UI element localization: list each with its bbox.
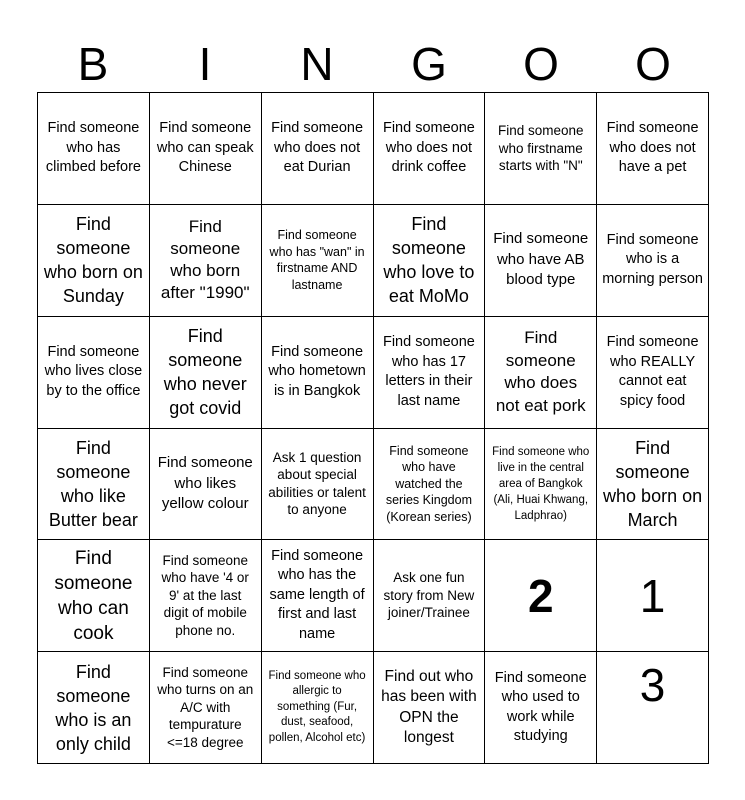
bingo-cell[interactable] (485, 652, 597, 764)
header-letter-b: B (77, 38, 109, 90)
bingo-cell[interactable] (150, 540, 262, 652)
bingo-cell[interactable] (150, 205, 262, 317)
cell-text: Find someone who has "wan" in firstname AND lastname (269, 228, 365, 292)
bingo-cell[interactable] (38, 205, 150, 317)
bingo-cell[interactable] (374, 652, 486, 764)
bingo-cell[interactable] (38, 429, 150, 541)
cell-text: Find someone who does not have a pet (606, 120, 699, 176)
bingo-cell[interactable] (150, 429, 262, 541)
bingo-cell[interactable] (38, 317, 150, 429)
header-letter-n: N (300, 38, 334, 90)
cell-text: Find someone who allergic to something (Fur, dust, seafood, pollen, Alcohol etc) (268, 669, 366, 744)
bingo-cell[interactable] (262, 317, 374, 429)
cell-text: Find someone who does not eat Durian (271, 120, 364, 176)
cell-text: Find someone who born on Sunday (43, 214, 143, 307)
bingo-cell[interactable] (485, 317, 597, 429)
cell-text: Find someone who has the same length of first and last name (269, 547, 365, 642)
cell-text: Find someone who has climbed before (45, 120, 141, 176)
cell-text: Find someone who can cook (54, 547, 133, 644)
bingo-cell[interactable] (150, 93, 262, 205)
bingo-cell[interactable] (597, 429, 709, 541)
bingo-cell[interactable] (485, 93, 597, 205)
cell-number: 3 (639, 659, 666, 712)
cell-text: Find someone who love to eat MoMo (383, 214, 475, 307)
bingo-cell[interactable] (150, 317, 262, 429)
header-letter-o: O (523, 38, 559, 90)
bingo-cell[interactable] (374, 540, 486, 652)
cell-text: Find someone who born after "1990" (160, 217, 250, 303)
cell-text: Find someone who used to work while studying (494, 669, 587, 745)
cell-text: Find someone who can speak Chinese (156, 120, 254, 176)
cell-text: Find out who has been with OPN the longest (381, 667, 477, 747)
cell-text: Find someone who like Butter bear (48, 437, 138, 530)
bingo-cell[interactable] (262, 652, 374, 764)
bingo-cell[interactable] (374, 429, 486, 541)
cell-text: Find someone who firstname starts with "N" (497, 123, 584, 174)
bingo-cell[interactable] (485, 429, 597, 541)
bingo-cell[interactable] (485, 540, 597, 652)
cell-text: Find someone who have watched the series Kingdom (Korean series) (385, 443, 472, 524)
cell-text: Find someone who have AB blood type (493, 230, 589, 289)
bingo-header (37, 36, 709, 92)
bingo-cell[interactable] (374, 205, 486, 317)
bingo-cell[interactable] (485, 205, 597, 317)
bingo-cell[interactable] (38, 652, 150, 764)
cell-text: Find someone who does not drink coffee (382, 120, 475, 176)
cell-text: Ask 1 question about special abilities or talent to anyone (268, 449, 366, 518)
cell-text: Find someone who hometown is in Bangkok (268, 343, 366, 399)
header-letter-i: I (198, 38, 212, 90)
header-letter-o-2: O (635, 38, 671, 90)
cell-text: Find someone who is an only child (55, 661, 132, 754)
cell-number: 1 (639, 569, 666, 622)
cell-text: Find someone who likes yellow colour (157, 454, 253, 513)
bingo-cell[interactable] (597, 93, 709, 205)
cell-text: Find someone who never got covid (163, 326, 247, 419)
bingo-grid (37, 92, 709, 764)
bingo-cell[interactable] (262, 205, 374, 317)
cell-text: Find someone who turns on an A/C with tempurature <=18 degree (157, 664, 254, 750)
cell-text: Find someone who has 17 letters in their last name (382, 334, 475, 409)
cell-text: Find someone who REALLY cannot eat spicy food (606, 334, 699, 409)
bingo-cell[interactable] (597, 205, 709, 317)
header-letter-g: G (411, 38, 447, 90)
cell-text: Find someone who have '4 or 9' at the last digit of mobile phone no. (161, 552, 249, 638)
bingo-cell[interactable] (597, 652, 709, 764)
cell-text: Find someone who does not eat pork (495, 328, 586, 415)
bingo-cell[interactable] (374, 93, 486, 205)
bingo-cell[interactable] (262, 540, 374, 652)
cell-text: Find someone who lives close by to the office (44, 343, 143, 399)
bingo-cell[interactable] (150, 652, 262, 764)
bingo-cell[interactable] (262, 429, 374, 541)
cell-text: Find someone who born on March (603, 437, 703, 530)
bingo-cell[interactable] (597, 540, 709, 652)
bingo-cell[interactable] (374, 317, 486, 429)
bingo-cell[interactable] (262, 93, 374, 205)
cell-text: Find someone who is a morning person (602, 231, 703, 287)
bingo-cell[interactable] (38, 93, 150, 205)
cell-number: 2 (527, 569, 554, 622)
cell-text: Ask one fun story from New joiner/Trainee (383, 570, 475, 621)
bingo-cell[interactable] (38, 540, 150, 652)
bingo-cell[interactable] (597, 317, 709, 429)
cell-text: Find someone who live in the central area of Bangkok (Ali, Huai Khwang, Ladphrao) (492, 445, 590, 522)
